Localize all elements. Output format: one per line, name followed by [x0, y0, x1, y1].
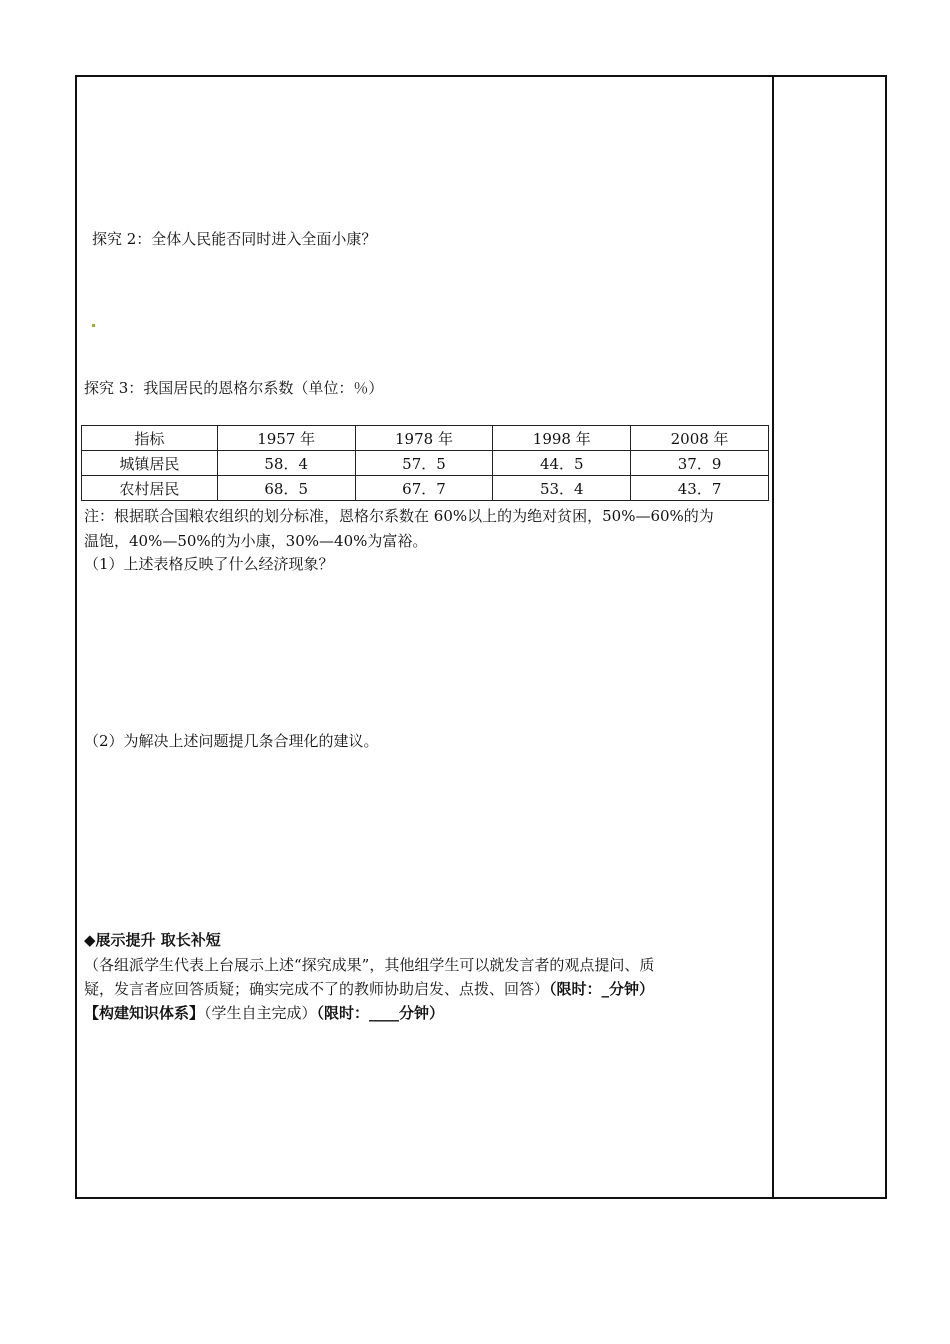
stray-mark — [92, 324, 95, 327]
table-cell: 58．4 — [217, 451, 355, 476]
table-cell: 43．7 — [631, 476, 769, 501]
table-cell: 44．5 — [493, 451, 631, 476]
show-time-limit: （限时：_分钟） — [549, 980, 655, 998]
engel-coefficient-table — [81, 425, 769, 501]
show-line-2 — [84, 979, 654, 999]
table-header-cell: 指标 — [82, 426, 218, 451]
inquiry3-title: 探究 3：我国居民的恩格尔系数（单位：％） — [84, 379, 384, 397]
table-header-cell: 1978 年 — [355, 426, 493, 451]
table-row — [82, 476, 769, 501]
inquiry2-title: 探究 2：全体人民能否同时进入全面小康？ — [92, 230, 377, 248]
note-line-1: 注：根据联合国粮农组织的划分标准，恩格尔系数在 60%以上的为绝对贫困，50%—60%的为 — [84, 507, 714, 525]
knowledge-heading: 【构建知识体系】 — [84, 1004, 205, 1022]
table-cell: 68．5 — [217, 476, 355, 501]
table-cell: 农村居民 — [82, 476, 218, 501]
table-header-cell: 1998 年 — [493, 426, 631, 451]
table-cell: 37．9 — [631, 451, 769, 476]
show-line-2-text: 疑，发言者应回答质疑；确实完成不了的教师协助启发、点拨、回答） — [84, 980, 550, 998]
table-cell: 城镇居民 — [82, 451, 218, 476]
table-cell: 53．4 — [493, 476, 631, 501]
table-cell: 67．7 — [355, 476, 493, 501]
show-heading: ◆展示提升 取长补短 — [84, 931, 221, 949]
table-row — [82, 451, 769, 476]
knowledge-text: （学生自主完成） — [204, 1004, 317, 1022]
knowledge-time-limit: （限时：____分钟） — [316, 1004, 445, 1022]
show-line-1: （各组派学生代表上台展示上述“探究成果”，其他组学生可以就发言者的观点提问、质 — [84, 956, 655, 974]
table-header-cell: 1957 年 — [217, 426, 355, 451]
question-1: （1）上述表格反映了什么经济现象？ — [84, 555, 334, 573]
note-line-2: 温饱，40%—50%的为小康，30%—40%为富裕。 — [84, 532, 428, 550]
question-2: （2）为解决上述问题提几条合理化的建议。 — [84, 732, 379, 750]
table-header-row — [82, 426, 769, 451]
knowledge-line — [84, 1003, 444, 1023]
table-header-cell: 2008 年 — [631, 426, 769, 451]
margin-column-divider — [772, 75, 774, 1199]
table-cell: 57．5 — [355, 451, 493, 476]
